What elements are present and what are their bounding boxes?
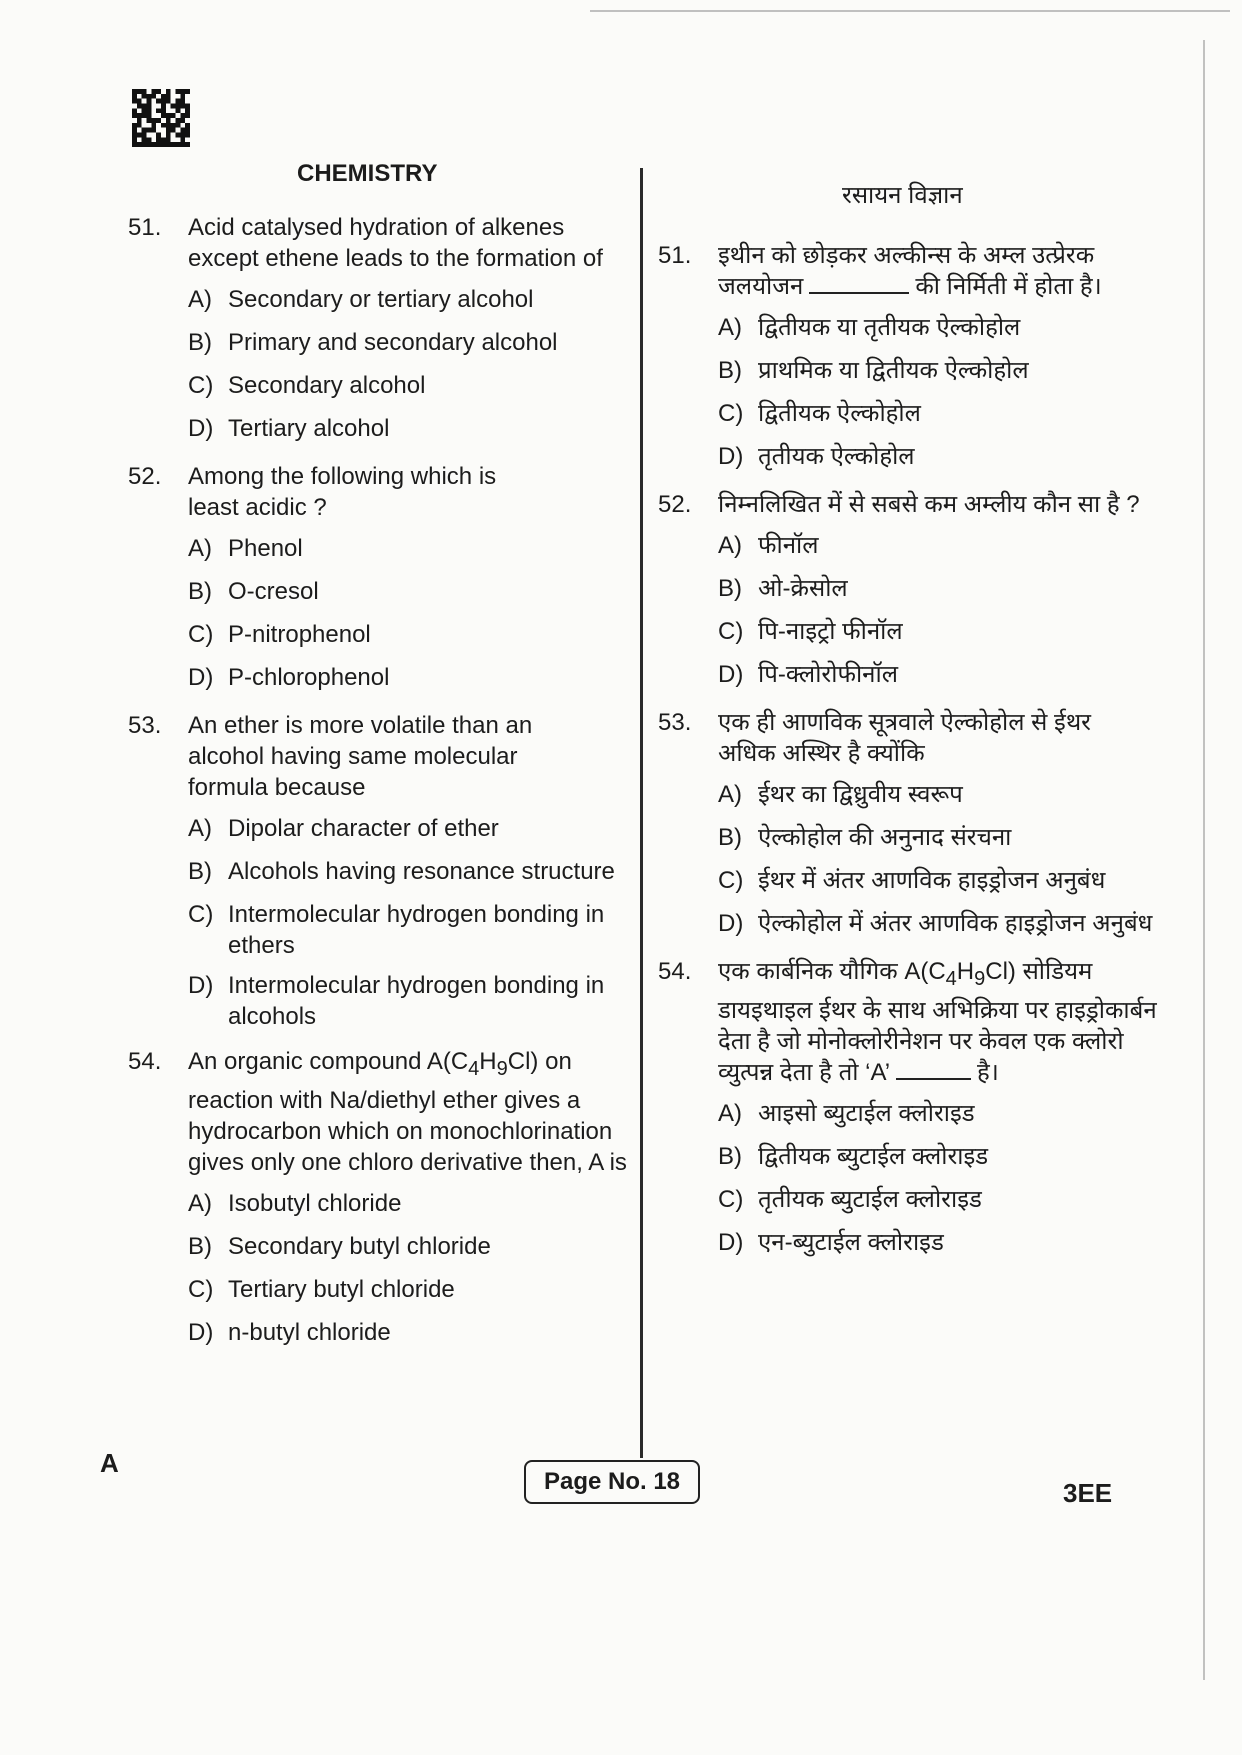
option-key: D) [188,972,214,999]
option-text: Primary and secondary alcohol [228,329,558,356]
option-text: पि-क्लोरोफीनॉल [758,661,898,688]
option-text: P-chlorophenol [228,664,390,691]
option-b [188,1231,628,1265]
option-b [718,355,1178,389]
question-51-english [128,212,628,447]
question-number: 54. [128,1048,162,1075]
option-text: P-nitrophenol [228,621,371,648]
option-key: B) [188,858,212,885]
question-text: निम्नलिखित में से सबसे कम अम्लीय कौन सा है ? [718,491,1140,518]
option-text: Secondary or tertiary alcohol [228,286,534,313]
option-key: C) [718,618,744,645]
option-key: D) [718,1228,744,1256]
english-column [128,212,628,1365]
option-key: D) [188,1318,214,1346]
subscript: 9 [974,967,986,990]
options-list [718,530,1178,693]
option-a [718,779,1178,813]
option-text: ऐल्कोहोल की अनुनाद संरचना [758,824,1012,851]
question-text-part: है। [977,1058,999,1086]
option-c [188,1274,628,1308]
option-text: फीनॉल [758,532,819,559]
option-text: तृतीयक ब्युटाईल क्लोराइड [758,1185,982,1213]
option-key: D) [718,661,744,688]
option-key: B) [718,575,742,602]
question-54-english [128,1046,628,1351]
option-key: A) [718,1099,742,1127]
option-text: Alcohols having resonance structure [228,858,615,885]
option-c [718,398,1178,432]
option-c [188,899,628,961]
question-text: एक ही आणविक सूत्रवाले ऐल्कोहोल से ईथर अधिक अस्थिर है क्योंकि [718,709,1091,767]
option-key: C) [718,867,744,894]
subscript: 4 [468,1057,480,1080]
option-key: B) [188,329,212,356]
option-text: Intermolecular hydrogen bonding in ethers [228,901,605,959]
option-key: B) [718,1142,742,1170]
option-text: Tertiary butyl chloride [228,1275,455,1303]
option-a [718,312,1178,346]
option-b [718,1141,1178,1175]
option-b [718,822,1178,856]
question-number: 53. [128,712,162,739]
option-c [188,370,628,404]
subscript: 4 [945,967,957,990]
option-d [718,441,1178,475]
column-divider [640,168,643,1458]
option-d [718,659,1178,693]
subject-heading-hindi: रसायन विज्ञान [842,182,963,209]
option-key: A) [188,1189,212,1217]
option-d [188,413,628,447]
option-b [188,576,628,610]
question-text [188,1046,628,1178]
options-list [718,312,1178,475]
option-text: एन-ब्युटाईल क्लोराइड [758,1228,944,1256]
question-text-part: Cl) सोडियम डायइथाइल ईथर के साथ अभिक्रिया पर हाइड्रोकार्बन देता है जो मोनोक्लोरीनेशन पर केवल एक क्लोरो व्युत्पन्न देता है तो ‘A’ [718,958,1157,1086]
option-text: तृतीयक ऐल्कोहोल [758,443,915,470]
option-a [718,1098,1178,1132]
paper-code: 3EE [1063,1478,1113,1508]
options-list [188,533,628,696]
question-text [718,956,1158,1088]
option-c [718,1184,1178,1218]
option-key: D) [188,664,214,691]
option-c [718,616,1178,650]
option-key: C) [718,1185,744,1213]
option-d [718,1227,1178,1261]
options-list [718,779,1178,942]
option-text: ईथर का द्विध्रुवीय स्वरूप [758,781,963,808]
option-text: n-butyl chloride [228,1318,391,1346]
scan-edge-top [590,10,1230,12]
option-text: द्वितीयक ब्युटाईल क्लोराइड [758,1142,989,1170]
option-a [188,1188,628,1222]
question-text-part: की निर्मिती में होता है। [915,273,1102,300]
question-53-hindi [658,707,1178,942]
question-number: 51. [658,242,692,269]
question-text-part: इथीन को छोड़कर अल्कीन्स के अम्ल उत्प्रेरक जलयोजन [718,242,1095,300]
option-b [188,856,628,890]
option-text: ओ-क्रेसोल [758,575,848,602]
question-text: An ether is more volatile than an alcohol having same molecular formula because [188,712,533,801]
option-d [188,970,628,1032]
option-a [188,813,628,847]
option-key: A) [188,286,212,313]
option-key: D) [718,910,744,937]
options-list [188,1188,628,1351]
option-a [718,530,1178,564]
option-text: द्वितीयक ऐल्कोहोल [758,400,921,427]
question-text [718,240,1178,302]
option-text: ईथर में अंतर आणविक हाइड्रोजन अनुबंध [758,867,1106,894]
option-key: B) [718,824,742,851]
option-text: आइसो ब्युटाईल क्लोराइड [758,1099,975,1127]
option-c [718,865,1178,899]
option-a [188,284,628,318]
option-key: A) [718,781,742,808]
option-b [718,573,1178,607]
question-text: Among the following which is least acidic ? [188,463,497,521]
option-text: पि-नाइट्रो फीनॉल [758,618,903,645]
option-text: ऐल्कोहोल में अंतर आणविक हाइड्रोजन अनुबंध [758,910,1153,937]
option-key: C) [188,1275,214,1303]
option-c [188,619,628,653]
qr-code-icon [132,88,190,148]
options-list [188,284,628,447]
option-d [188,662,628,696]
option-key: A) [718,314,742,341]
option-text: Isobutyl chloride [228,1189,402,1217]
question-text-part: An organic compound A(C [188,1048,469,1075]
option-a [188,533,628,567]
answer-blank [809,292,909,294]
question-text: Acid catalysed hydration of alkenes except ethene leads to the formation of [188,214,603,272]
question-text-part: Cl) on reaction with Na/diethyl ether gives a hydrocarbon which on monochlorination gives only one chloro derivative then, A is [188,1048,627,1176]
option-key: A) [718,532,742,559]
option-key: C) [188,901,214,928]
options-list [718,1098,1178,1261]
question-text-part: एक कार्बनिक यौगिक A(C [718,958,946,985]
options-list [188,813,628,1032]
answer-blank [896,1078,971,1080]
option-text: Intermolecular hydrogen bonding in alcohols [228,972,605,1030]
option-key: A) [188,535,212,562]
option-key: B) [718,357,742,384]
question-52-hindi [658,489,1178,693]
option-key: B) [188,1232,212,1260]
option-key: C) [188,621,214,648]
scan-edge-right [1203,40,1205,1680]
option-key: D) [188,415,214,442]
subscript: 9 [496,1057,508,1080]
option-text: Secondary butyl chloride [228,1232,491,1260]
option-text: प्राथमिक या द्वितीयक ऐल्कोहोल [758,357,1029,384]
option-key: A) [188,815,212,842]
question-number: 52. [128,463,162,490]
option-text: Tertiary alcohol [228,415,390,442]
option-key: D) [718,443,744,470]
question-53-english [128,710,628,1032]
series-label: A [100,1448,119,1478]
question-text-part: H [956,958,975,985]
hindi-column [658,240,1178,1275]
question-52-english [128,461,628,696]
question-51-hindi [658,240,1178,475]
question-54-hindi [658,956,1178,1261]
question-number: 52. [658,491,692,518]
option-text: O-cresol [228,578,319,605]
option-b [188,327,628,361]
option-text: Phenol [228,535,303,562]
option-d [188,1317,628,1351]
option-key: B) [188,578,212,605]
option-key: C) [718,400,744,427]
option-text: Dipolar character of ether [228,815,499,842]
option-key: C) [188,372,214,399]
option-d [718,908,1178,942]
question-number: 54. [658,958,692,985]
option-text: Secondary alcohol [228,372,426,399]
question-number: 53. [658,709,692,736]
page-number-box: Page No. 18 [524,1460,700,1504]
question-text-part: H [479,1048,497,1075]
subject-heading-english: CHEMISTRY [297,160,438,187]
question-number: 51. [128,214,162,241]
option-text: द्वितीयक या तृतीयक ऐल्कोहोल [758,314,1021,341]
